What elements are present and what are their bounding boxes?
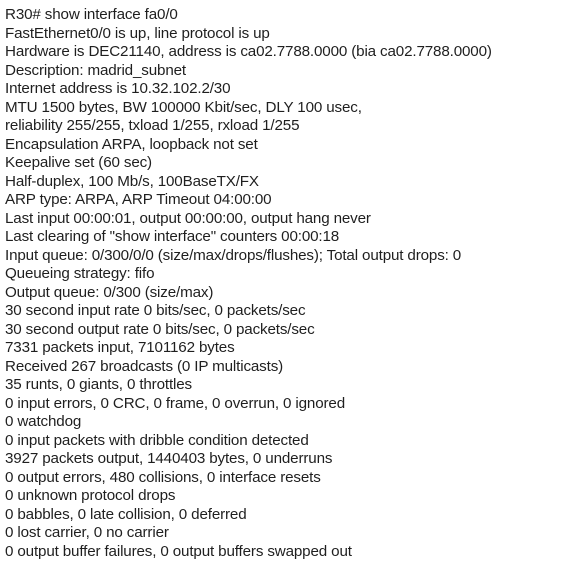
mtu-line: MTU 1500 bytes, BW 100000 Kbit/sec, DLY 100 usec, (5, 98, 362, 116)
watchdog-line: 0 watchdog (5, 413, 82, 430)
cli-command-line: R30# show interface fa0/0 (5, 6, 178, 23)
dribble-line: 0 input packets with dribble condition detected (5, 431, 309, 449)
keepalive-line: Keepalive set (60 sec) (5, 154, 152, 171)
internet-address-line: Internet address is 10.32.102.2/30 (5, 80, 231, 97)
last-clearing-line: Last clearing of "show interface" counters 00:00:18 (5, 228, 340, 245)
packets-output-line: 3927 packets output, 1440403 bytes, 0 underruns (5, 450, 333, 467)
reliability-line: reliability 255/255, txload 1/255, rxload 1/255 (5, 117, 300, 134)
input-errors-line: 0 input errors, 0 CRC, 0 frame, 0 overrun, 0 ignored (5, 394, 345, 412)
duplex-line: Half-duplex, 100 Mb/s, 100BaseTX/FX (5, 172, 259, 190)
interface-status-line: FastEthernet0/0 is up, line protocol is up (5, 24, 270, 42)
output-rate-line: 30 second output rate 0 bits/sec, 0 packets/sec (5, 320, 315, 338)
last-input-line: Last input 00:00:01, output 00:00:00, output hang never (5, 209, 371, 227)
arp-line: ARP type: ARPA, ARP Timeout 04:00:00 (5, 191, 272, 208)
babbles-line: 0 babbles, 0 late collision, 0 deferred (5, 505, 247, 523)
output-queue-line: Output queue: 0/300 (size/max) (5, 283, 214, 301)
input-rate-line: 30 second input rate 0 bits/sec, 0 packets/sec (5, 302, 306, 319)
cli-output (5, 6, 561, 559)
lost-carrier-line: 0 lost carrier, 0 no carrier (5, 524, 169, 541)
unknown-protocol-drops-line: 0 unknown protocol drops (5, 487, 176, 504)
broadcasts-line: Received 267 broadcasts (0 IP multicasts) (5, 357, 284, 375)
packets-input-line: 7331 packets input, 7101162 bytes (5, 339, 235, 356)
output-errors-line: 0 output errors, 480 collisions, 0 interface resets (5, 468, 321, 486)
runts-line: 35 runts, 0 giants, 0 throttles (5, 376, 192, 393)
description-line: Description: madrid_subnet (5, 61, 186, 79)
hardware-line: Hardware is DEC21140, address is ca02.7788.0000 (bia ca02.7788.0000) (5, 43, 492, 60)
encapsulation-line: Encapsulation ARPA, loopback not set (5, 135, 258, 153)
queueing-strategy-line: Queueing strategy: fifo (5, 265, 155, 282)
input-queue-line: Input queue: 0/300/0/0 (size/max/drops/flushes); Total output drops: 0 (5, 246, 462, 264)
output-buffer-line: 0 output buffer failures, 0 output buffers swapped out (5, 542, 352, 560)
